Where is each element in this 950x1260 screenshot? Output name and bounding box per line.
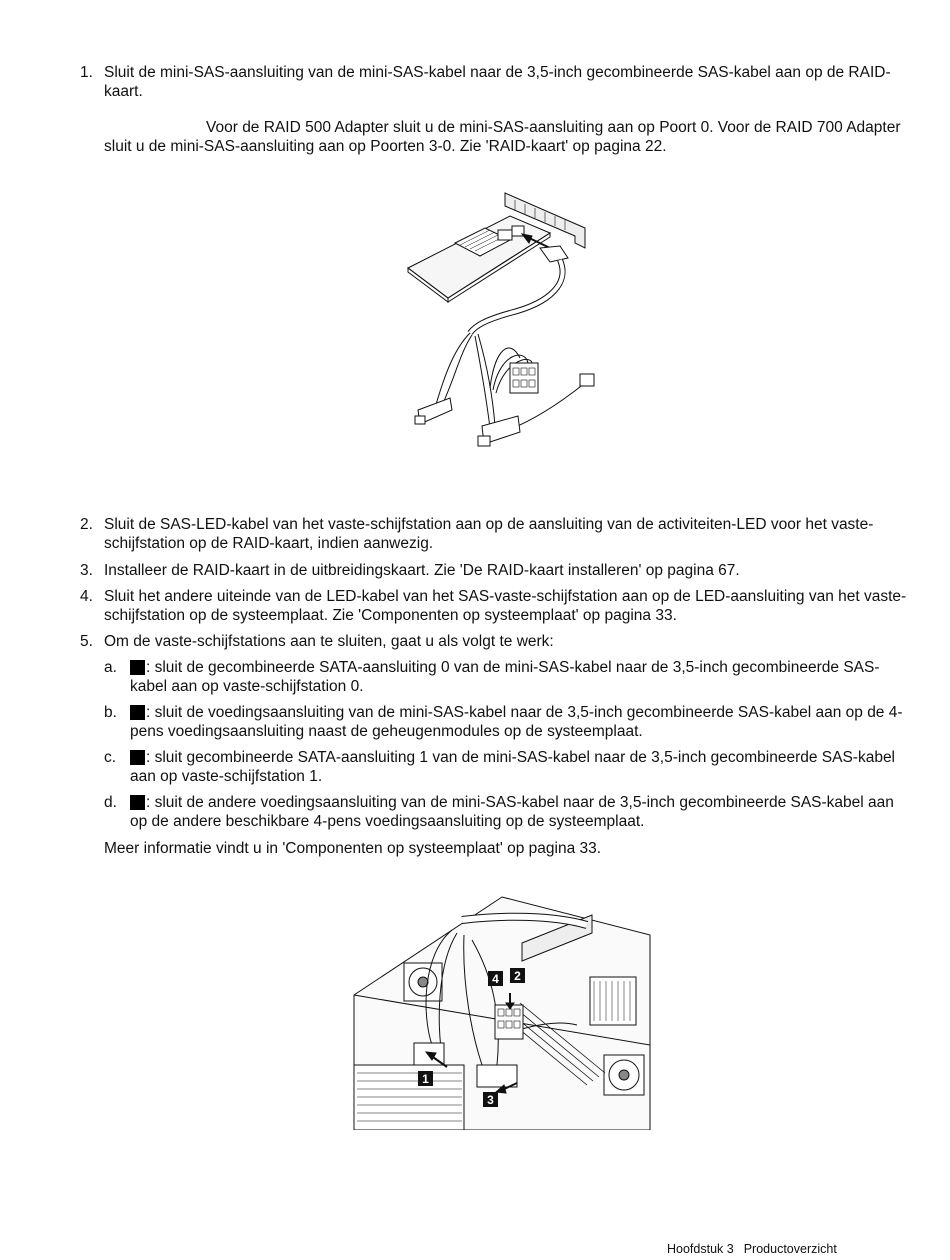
callout-2 xyxy=(510,968,525,983)
step-number: 3. xyxy=(80,562,93,579)
callout-box-icon xyxy=(130,705,145,720)
substep-d xyxy=(104,793,904,831)
step-text: Sluit de SAS-LED-kabel van het vaste-schijfstation aan op de aansluiting van de activiteiten-LED voor het vaste-schijfstation op de RAID-kaart, indien aanwezig. xyxy=(104,516,874,552)
svg-text:3: 3 xyxy=(487,1093,494,1107)
callout-3 xyxy=(483,1092,498,1107)
note xyxy=(104,118,904,156)
substep-label: b. xyxy=(104,704,117,721)
substep-label: c. xyxy=(104,749,117,766)
substep-text: : sluit de gecombineerde SATA-aansluiting 0 van de mini-SAS-kabel naar de 3,5-inch gecombineerde SAS-kabel aan op vaste-schijfstation 0. xyxy=(130,659,880,695)
callout-1 xyxy=(418,1071,433,1086)
callout-4 xyxy=(488,971,503,986)
step-number: 5. xyxy=(80,633,93,650)
substep-text: : sluit de andere voedingsaansluiting van de mini-SAS-kabel naar de 3,5-inch gecombineerde SAS-kabel aan op de andere beschikbare 4-pens voedingsaansluiting op de systeemplaat. xyxy=(130,794,894,830)
step-5 xyxy=(80,632,910,651)
step-3 xyxy=(80,561,910,580)
substep-text: : sluit gecombineerde SATA-aansluiting 1 van de mini-SAS-kabel naar de 3,5-inch gecombineerde SAS-kabel aan op vaste-schijfstation 1. xyxy=(130,749,896,785)
step-1 xyxy=(80,63,910,101)
raid-card-cable-figure xyxy=(400,188,600,456)
note-text: Voor de RAID 500 Adapter sluit u de mini-SAS-aansluiting aan op Poort 0. Voor de RAID 700 Adapter sluit u de mini-SAS-aansluiting aan op Poorten 3-0. Zie 'RAID-kaart' op pagina 22. xyxy=(104,119,901,155)
step-number: 4. xyxy=(80,588,93,605)
more-info: Meer informatie vindt u in 'Componenten op systeemplaat' op pagina 33. xyxy=(104,840,602,857)
svg-text:1: 1 xyxy=(422,1072,429,1086)
step-text: Sluit het andere uiteinde van de LED-kabel van het SAS-vaste-schijfstation aan op de LED-aansluiting van het vaste-schijfstation op de systeemplaat. Zie 'Componenten op systeemplaat' op pagina 33. xyxy=(104,588,907,624)
substep-text: : sluit de voedingsaansluiting van de mini-SAS-kabel naar de 3,5-inch gecombineerde SAS-kabel aan op de 4-pens voedingsaansluiting naast de geheugenmodules op de systeemplaat. xyxy=(130,704,903,740)
callout-box-icon xyxy=(130,795,145,810)
svg-text:2: 2 xyxy=(514,969,521,983)
step-text: Installeer de RAID-kaart in de uitbreidingskaart. Zie 'De RAID-kaart installeren' op pagina 67. xyxy=(104,562,740,579)
step-2 xyxy=(80,515,910,553)
callout-box-icon xyxy=(130,660,145,675)
step-text: Om de vaste-schijfstations aan te sluiten, gaat u als volgt te werk: xyxy=(104,633,554,650)
step-text: Sluit de mini-SAS-aansluiting van de mini-SAS-kabel naar de 3,5-inch gecombineerde SAS-kabel aan op de RAID-kaart. xyxy=(104,64,891,100)
step-number: 1. xyxy=(80,64,93,81)
footer-title: Productoverzicht xyxy=(743,1242,837,1256)
substep-label: d. xyxy=(104,794,117,811)
footer-chapter: Hoofdstuk 3 xyxy=(667,1242,734,1256)
server-chassis-figure xyxy=(352,895,652,1130)
substep-a xyxy=(104,658,904,696)
page-footer xyxy=(667,1240,847,1259)
step-number: 2. xyxy=(80,516,93,533)
substep-c xyxy=(104,748,904,786)
svg-text:4: 4 xyxy=(492,972,499,986)
step-4 xyxy=(80,587,910,625)
substep-b xyxy=(104,703,904,741)
substep-label: a. xyxy=(104,659,117,676)
callout-box-icon xyxy=(130,750,145,765)
